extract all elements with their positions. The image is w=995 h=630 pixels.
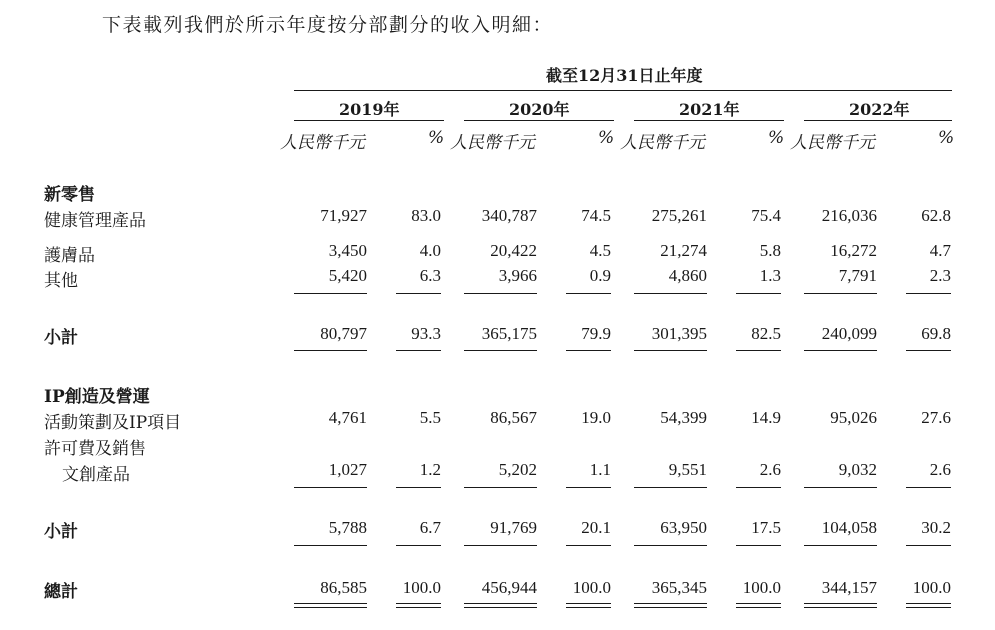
year-2021: 2021年 bbox=[679, 100, 740, 119]
subtotal2-cell-3: 20.1 bbox=[581, 518, 611, 537]
row-label-subtotal2: 小計 bbox=[44, 522, 78, 542]
row-label-licensing-2: 文創產品 bbox=[62, 465, 130, 485]
subtotal1-cell-1: 93.3 bbox=[411, 324, 441, 343]
skincare-cell-2: 20,422 bbox=[490, 241, 537, 260]
health-cell-1: 83.0 bbox=[411, 206, 441, 225]
events-cell-3: 19.0 bbox=[581, 408, 611, 427]
subtotal1-cell-0: 80,797 bbox=[320, 324, 367, 343]
other-cell-0: 5,420 bbox=[328, 266, 367, 285]
unit-2019: 人民幣千元 bbox=[280, 133, 365, 153]
intro-text: 下表載列我們於所示年度按分部劃分的收入明細： bbox=[102, 14, 554, 36]
total-cell-2: 456,944 bbox=[481, 578, 537, 597]
rule-after-subtotal2-seg-2 bbox=[464, 545, 537, 546]
total-cell-1: 100.0 bbox=[402, 578, 441, 597]
rule-before-subtotal1-seg-0 bbox=[294, 293, 367, 294]
skincare-cell-7: 4.7 bbox=[929, 241, 951, 260]
subtotal2-cell-6: 104,058 bbox=[821, 518, 877, 537]
rule-before-subtotal1-seg-1 bbox=[396, 293, 441, 294]
licensing-cell-5: 2.6 bbox=[759, 460, 781, 479]
other-cell-2: 3,966 bbox=[498, 266, 537, 285]
skincare-cell-1: 4.0 bbox=[419, 241, 441, 260]
total-cell-3: 100.0 bbox=[572, 578, 611, 597]
rule-before-subtotal1-seg-3 bbox=[566, 293, 611, 294]
rule-before-subtotal2-seg-3 bbox=[566, 487, 611, 488]
rule-total-2-seg-3 bbox=[566, 607, 611, 608]
period-underline bbox=[294, 90, 952, 91]
rule-total-2-seg-6 bbox=[804, 607, 877, 608]
skincare-cell-0: 3,450 bbox=[328, 241, 367, 260]
row-label-total: 總計 bbox=[44, 582, 78, 602]
health-cell-5: 75.4 bbox=[751, 206, 781, 225]
row-label-health: 健康管理產品 bbox=[44, 211, 146, 231]
rule-after-subtotal1-seg-5 bbox=[736, 350, 781, 351]
subtotal1-cell-5: 82.5 bbox=[751, 324, 781, 343]
year-underline-2020 bbox=[464, 120, 614, 121]
events-cell-0: 4,761 bbox=[328, 408, 367, 427]
rule-after-subtotal2-seg-6 bbox=[804, 545, 877, 546]
rule-total-1-seg-0 bbox=[294, 603, 367, 604]
subtotal1-cell-6: 240,099 bbox=[821, 324, 877, 343]
subtotal2-cell-0: 5,788 bbox=[328, 518, 367, 537]
rule-after-subtotal2-seg-5 bbox=[736, 545, 781, 546]
rule-before-subtotal2-seg-5 bbox=[736, 487, 781, 488]
year-2022: 2022年 bbox=[849, 100, 910, 119]
other-cell-3: 0.9 bbox=[589, 266, 611, 285]
section-new-retail: 新零售 bbox=[44, 185, 95, 205]
skincare-cell-5: 5.8 bbox=[759, 241, 781, 260]
licensing-cell-0: 1,027 bbox=[328, 460, 367, 479]
period-header: 截至12月31日止年度 bbox=[546, 66, 703, 85]
pct-2020: % bbox=[598, 128, 615, 148]
rule-after-subtotal1-seg-0 bbox=[294, 350, 367, 351]
pct-2022: % bbox=[938, 128, 955, 148]
other-cell-4: 4,860 bbox=[668, 266, 707, 285]
events-cell-6: 95,026 bbox=[830, 408, 877, 427]
rule-before-subtotal1-seg-5 bbox=[736, 293, 781, 294]
section-ip: IP創造及營運 bbox=[44, 387, 150, 407]
licensing-cell-7: 2.6 bbox=[929, 460, 951, 479]
total-cell-6: 344,157 bbox=[821, 578, 877, 597]
health-cell-0: 71,927 bbox=[320, 206, 367, 225]
row-label-licensing-1: 許可費及銷售 bbox=[44, 439, 146, 459]
health-cell-2: 340,787 bbox=[481, 206, 537, 225]
events-cell-4: 54,399 bbox=[660, 408, 707, 427]
subtotal2-cell-7: 30.2 bbox=[921, 518, 951, 537]
rule-after-subtotal2-seg-3 bbox=[566, 545, 611, 546]
other-cell-6: 7,791 bbox=[838, 266, 877, 285]
licensing-cell-4: 9,551 bbox=[668, 460, 707, 479]
total-cell-7: 100.0 bbox=[912, 578, 951, 597]
subtotal1-cell-2: 365,175 bbox=[481, 324, 537, 343]
rule-total-1-seg-5 bbox=[736, 603, 781, 604]
row-label-events: 活動策劃及IP項目 bbox=[44, 413, 182, 433]
rule-after-subtotal1-seg-3 bbox=[566, 350, 611, 351]
row-label-skincare: 護膚品 bbox=[44, 246, 95, 266]
rule-before-subtotal2-seg-0 bbox=[294, 487, 367, 488]
year-2020: 2020年 bbox=[509, 100, 570, 119]
rule-total-1-seg-7 bbox=[906, 603, 951, 604]
rule-after-subtotal2-seg-7 bbox=[906, 545, 951, 546]
rule-before-subtotal2-seg-6 bbox=[804, 487, 877, 488]
subtotal1-cell-3: 79.9 bbox=[581, 324, 611, 343]
health-cell-3: 74.5 bbox=[581, 206, 611, 225]
rule-total-1-seg-6 bbox=[804, 603, 877, 604]
subtotal1-cell-7: 69.8 bbox=[921, 324, 951, 343]
rule-after-subtotal1-seg-4 bbox=[634, 350, 707, 351]
subtotal2-cell-4: 63,950 bbox=[660, 518, 707, 537]
rule-total-2-seg-1 bbox=[396, 607, 441, 608]
events-cell-7: 27.6 bbox=[921, 408, 951, 427]
events-cell-2: 86,567 bbox=[490, 408, 537, 427]
rule-before-subtotal1-seg-4 bbox=[634, 293, 707, 294]
rule-after-subtotal2-seg-0 bbox=[294, 545, 367, 546]
licensing-cell-2: 5,202 bbox=[498, 460, 537, 479]
total-cell-5: 100.0 bbox=[742, 578, 781, 597]
other-cell-5: 1.3 bbox=[759, 266, 781, 285]
health-cell-6: 216,036 bbox=[821, 206, 877, 225]
rule-before-subtotal1-seg-2 bbox=[464, 293, 537, 294]
subtotal2-cell-2: 91,769 bbox=[490, 518, 537, 537]
unit-2022: 人民幣千元 bbox=[790, 133, 875, 153]
rule-before-subtotal2-seg-7 bbox=[906, 487, 951, 488]
skincare-cell-6: 16,272 bbox=[830, 241, 877, 260]
events-cell-5: 14.9 bbox=[751, 408, 781, 427]
rule-total-2-seg-2 bbox=[464, 607, 537, 608]
skincare-cell-4: 21,274 bbox=[660, 241, 707, 260]
year-underline-2019 bbox=[294, 120, 444, 121]
pct-2019: % bbox=[428, 128, 445, 148]
rule-before-subtotal2-seg-2 bbox=[464, 487, 537, 488]
unit-2021: 人民幣千元 bbox=[620, 133, 705, 153]
subtotal1-cell-4: 301,395 bbox=[651, 324, 707, 343]
rule-after-subtotal1-seg-2 bbox=[464, 350, 537, 351]
rule-after-subtotal2-seg-1 bbox=[396, 545, 441, 546]
rule-before-subtotal2-seg-1 bbox=[396, 487, 441, 488]
year-underline-2022 bbox=[804, 120, 952, 121]
rule-total-2-seg-4 bbox=[634, 607, 707, 608]
row-label-other: 其他 bbox=[44, 271, 78, 291]
rule-after-subtotal2-seg-4 bbox=[634, 545, 707, 546]
year-2019: 2019年 bbox=[339, 100, 400, 119]
licensing-cell-1: 1.2 bbox=[419, 460, 441, 479]
pct-2021: % bbox=[768, 128, 785, 148]
licensing-cell-3: 1.1 bbox=[589, 460, 611, 479]
rule-total-1-seg-1 bbox=[396, 603, 441, 604]
licensing-cell-6: 9,032 bbox=[838, 460, 877, 479]
total-cell-4: 365,345 bbox=[651, 578, 707, 597]
health-cell-4: 275,261 bbox=[651, 206, 707, 225]
events-cell-1: 5.5 bbox=[419, 408, 441, 427]
rule-after-subtotal1-seg-7 bbox=[906, 350, 951, 351]
rule-after-subtotal1-seg-6 bbox=[804, 350, 877, 351]
subtotal2-cell-1: 6.7 bbox=[419, 518, 441, 537]
skincare-cell-3: 4.5 bbox=[589, 241, 611, 260]
rule-total-1-seg-4 bbox=[634, 603, 707, 604]
rule-total-2-seg-7 bbox=[906, 607, 951, 608]
rule-total-1-seg-2 bbox=[464, 603, 537, 604]
rule-total-2-seg-0 bbox=[294, 607, 367, 608]
year-underline-2021 bbox=[634, 120, 784, 121]
rule-before-subtotal2-seg-4 bbox=[634, 487, 707, 488]
rule-total-1-seg-3 bbox=[566, 603, 611, 604]
rule-before-subtotal1-seg-6 bbox=[804, 293, 877, 294]
subtotal2-cell-5: 17.5 bbox=[751, 518, 781, 537]
rule-total-2-seg-5 bbox=[736, 607, 781, 608]
rule-before-subtotal1-seg-7 bbox=[906, 293, 951, 294]
row-label-subtotal1: 小計 bbox=[44, 328, 78, 348]
unit-2020: 人民幣千元 bbox=[450, 133, 535, 153]
total-cell-0: 86,585 bbox=[320, 578, 367, 597]
rule-after-subtotal1-seg-1 bbox=[396, 350, 441, 351]
health-cell-7: 62.8 bbox=[921, 206, 951, 225]
other-cell-7: 2.3 bbox=[929, 266, 951, 285]
other-cell-1: 6.3 bbox=[419, 266, 441, 285]
